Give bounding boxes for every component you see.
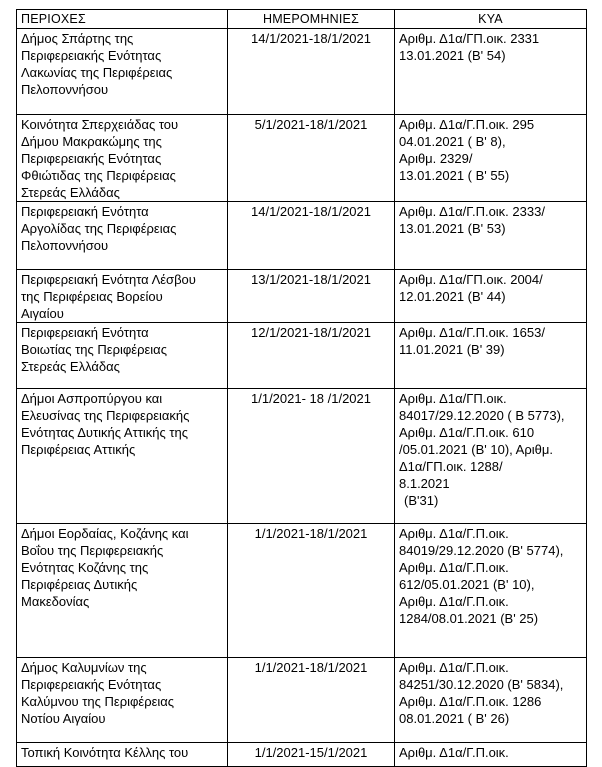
table-row (17, 270, 587, 323)
area-cell (17, 389, 228, 524)
area-cell (17, 743, 228, 767)
area-cell (17, 270, 228, 323)
area-line: Αργολίδας της Περιφέρειας (21, 221, 177, 236)
kya-line: Δ1α/ΓΠ.οικ. 1288/ (399, 459, 503, 474)
kya-cell (395, 202, 587, 270)
kya-cell (395, 389, 587, 524)
kya-line: 84017/29.12.2020 ( Β 5773), (399, 408, 565, 423)
kya-cell (395, 658, 587, 743)
kya-line: 1284/08.01.2021 (Β' 25) (399, 611, 539, 626)
kya-line: Αριθμ. Δ1α/Γ.Π.οικ. (399, 594, 509, 609)
area-line: της Περιφέρειας Βορείου (21, 289, 163, 304)
kya-line: Αριθμ. Δ1α/Γ.Π.οικ. (399, 560, 509, 575)
area-line: Δήμος Σπάρτης της (21, 31, 134, 46)
area-line: Περιφερειακής Ενότητας (21, 48, 162, 63)
table-row (17, 658, 587, 743)
area-line: Βοιωτίας της Περιφέρειας (21, 342, 167, 357)
dates-cell: 5/1/2021-18/1/2021 (228, 115, 395, 202)
kya-line: Αριθμ. Δ1α/ΓΠ.οικ. 2331 (399, 31, 540, 46)
kya-line: /05.01.2021 (Β' 10), Αριθμ. (399, 442, 553, 457)
table-row (17, 115, 587, 202)
area-line: Αιγαίου (21, 306, 64, 321)
kya-cell (395, 29, 587, 115)
area-cell (17, 115, 228, 202)
restrictions-table (16, 9, 587, 767)
area-line: Καλύμνου της Περιφέρειας (21, 694, 175, 709)
table-row (17, 524, 587, 658)
area-line: Ενότητας Κοζάνης της (21, 560, 149, 575)
area-line: Περιφερειακή Ενότητα (21, 325, 149, 340)
kya-line: 08.01.2021 ( Β' 26) (399, 711, 510, 726)
dates-cell: 1/1/2021-18/1/2021 (228, 524, 395, 658)
dates-cell: 14/1/2021-18/1/2021 (228, 29, 395, 115)
dates-cell: 1/1/2021- 18 /1/2021 (228, 389, 395, 524)
area-cell (17, 323, 228, 389)
header-areas: ΠΕΡΙΟΧΕΣ (17, 10, 228, 29)
kya-line: 84019/29.12.2020 (Β' 5774), (399, 543, 564, 558)
kya-line: Αριθμ. Δ1α/Γ.Π.οικ. (399, 660, 509, 675)
area-line: Φθιώτιδας της Περιφέρειας (21, 168, 176, 183)
area-cell (17, 524, 228, 658)
area-line: Νοτίου Αιγαίου (21, 711, 106, 726)
kya-line: (Β'31) (404, 493, 439, 508)
kya-line: Αριθμ. Δ1α/Γ.Π.οικ. 610 (399, 425, 535, 440)
kya-line: Αριθμ. Δ1α/Γ.Π.οικ. (399, 526, 509, 541)
area-line: Λακωνίας της Περιφέρειας (21, 65, 173, 80)
kya-line: 12.01.2021 (Β' 44) (399, 289, 506, 304)
kya-line: 11.01.2021 (Β' 39) (399, 342, 505, 357)
table-header-row (17, 10, 587, 29)
kya-line: 04.01.2021 ( Β' 8), (399, 134, 506, 149)
kya-line: Αριθμ. 2329/ (399, 151, 473, 166)
header-dates: ΗΜΕΡΟΜΗΝΙΕΣ (228, 10, 395, 29)
dates-cell: 14/1/2021-18/1/2021 (228, 202, 395, 270)
area-line: Δήμοι Ασπροπύργου και (21, 391, 163, 406)
area-line: Πελοποννήσου (21, 238, 109, 253)
kya-cell (395, 270, 587, 323)
kya-line: 13.01.2021 (Β' 54) (399, 48, 506, 63)
kya-cell (395, 115, 587, 202)
kya-line: 8.1.2021 (399, 476, 450, 491)
dates-cell: 1/1/2021-18/1/2021 (228, 658, 395, 743)
area-line: Περιφερειακής Ενότητας (21, 677, 162, 692)
area-line: Περιφερειακή Ενότητα Λέσβου (21, 272, 196, 287)
kya-cell (395, 743, 587, 767)
area-cell (17, 29, 228, 115)
area-cell (17, 202, 228, 270)
kya-line: Αριθμ. Δ1α/ΓΠ.οικ. (399, 391, 507, 406)
table-row (17, 29, 587, 115)
dates-cell: 13/1/2021-18/1/2021 (228, 270, 395, 323)
kya-line: Αριθμ. Δ1α/Γ.Π.οικ. (399, 745, 509, 760)
area-line: Στερεάς Ελλάδας (21, 359, 120, 374)
kya-cell (395, 323, 587, 389)
table-row (17, 323, 587, 389)
area-line: Περιφέρειας Δυτικής (21, 577, 138, 592)
table-body (17, 29, 587, 767)
dates-cell: 1/1/2021-15/1/2021 (228, 743, 395, 767)
kya-line: Αριθμ. Δ1α/ΓΠ.οικ. 2004/ (399, 272, 543, 287)
area-line: Βοΐου της Περιφερειακής (21, 543, 164, 558)
kya-line: Αριθμ. Δ1α/Γ.Π.οικ. 295 (399, 117, 535, 132)
area-line: Δήμος Καλυμνίων της (21, 660, 147, 675)
area-line: Δήμου Μακρακώμης της (21, 134, 162, 149)
table-row (17, 389, 587, 524)
area-line: Μακεδονίας (21, 594, 90, 609)
area-line: Ελευσίνας της Περιφερειακής (21, 408, 190, 423)
area-line: Περιφερειακής Ενότητας (21, 151, 162, 166)
area-line: Κοινότητα Σπερχειάδας του (21, 117, 179, 132)
kya-line: 13.01.2021 ( Β' 55) (399, 168, 510, 183)
kya-cell (395, 524, 587, 658)
table-row (17, 743, 587, 767)
header-kya: ΚΥΑ (395, 10, 587, 29)
kya-line: Αριθμ. Δ1α/Γ.Π.οικ. 1286 (399, 694, 542, 709)
area-line: Πελοποννήσου (21, 82, 109, 97)
area-line: Στερεάς Ελλάδας (21, 185, 120, 200)
area-line: Τοπική Κοινότητα Κέλλης του (21, 745, 189, 760)
dates-cell: 12/1/2021-18/1/2021 (228, 323, 395, 389)
kya-line: 84251/30.12.2020 (Β' 5834), (399, 677, 564, 692)
area-cell (17, 658, 228, 743)
area-line: Δήμοι Εορδαίας, Κοζάνης και (21, 526, 189, 541)
kya-line: 13.01.2021 (Β' 53) (399, 221, 506, 236)
area-line: Περιφερειακή Ενότητα (21, 204, 149, 219)
area-line: Περιφέρειας Αττικής (21, 442, 136, 457)
kya-line: Αριθμ. Δ1α/Γ.Π.οικ. 2333/ (399, 204, 545, 219)
kya-line: 612/05.01.2021 (Β' 10), (399, 577, 535, 592)
table-row (17, 202, 587, 270)
area-line: Ενότητας Δυτικής Αττικής της (21, 425, 188, 440)
kya-line: Αριθμ. Δ1α/Γ.Π.οικ. 1653/ (399, 325, 545, 340)
